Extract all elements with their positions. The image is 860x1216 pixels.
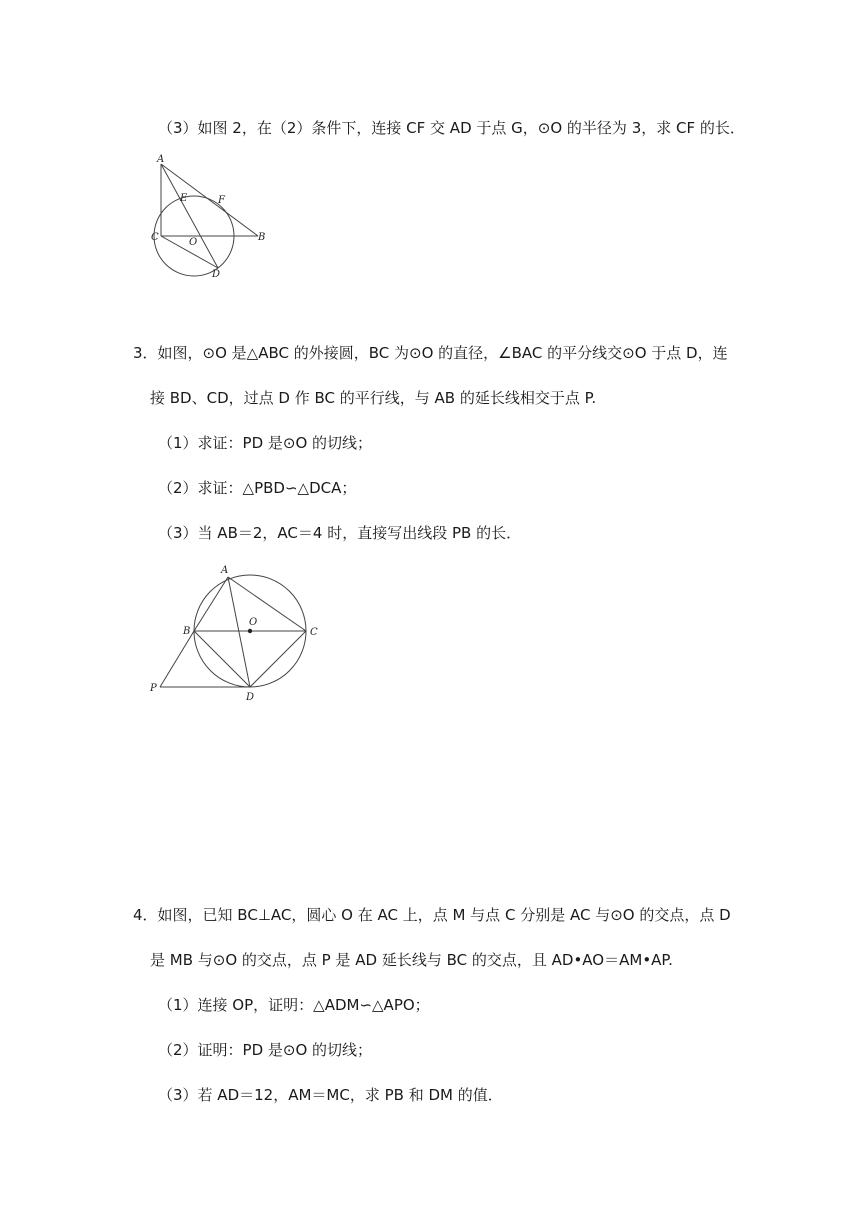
fig3-label-C: C [310,627,318,638]
q2-part3-text: （3）如图 2，在（2）条件下，连接 CF 交 AD 于点 G，⊙O 的半径为 3，求 CF 的长． [158,119,745,137]
fig2-label-D: D [212,269,221,280]
q3-line2: 接 BD、CD，过点 D 作 BC 的平行线，与 AB 的延长线相交于点 P. [150,389,597,407]
fig3-line-PB [160,631,194,687]
fig2-label-O: O [189,237,198,248]
fig3-label-B: B [183,626,191,637]
fig3-label-O: O [249,617,258,628]
q3-part1: （1）求证：PD 是⊙O 的切线； [158,434,373,452]
fig3-label-P: P [150,683,157,694]
q4-line2: 是 MB 与⊙O 的交点，点 P 是 AD 延长线与 BC 的交点，且 AD•AO＝AM•AP. [150,951,673,969]
fig3-center-dot [248,629,252,633]
q4-part2: （2）证明：PD 是⊙O 的切线； [158,1041,373,1059]
q4-line1: 4．如图，已知 BC⊥AC，圆心 O 在 AC 上，点 M 与点 C 分别是 AC 与⊙O 的交点，点 D [133,906,731,924]
fig2-label-A: A [157,154,165,165]
fig3-label-A: A [221,565,229,576]
q3-line1: 3．如图，⊙O 是△ABC 的外接圆，BC 为⊙O 的直径，∠BAC 的平分线交⊙O 于点 D，连 [133,344,728,362]
q3-part2: （2）求证：△PBD∽△DCA； [158,479,357,497]
fig3-line-AB [194,577,228,631]
fig3-label-D: D [246,692,255,703]
fig2-label-F: F [218,195,225,206]
fig3-line-CD [250,631,306,687]
figure-3 [145,560,330,705]
fig3-line-AC [228,577,306,631]
fig2-label-C: C [151,232,159,243]
fig3-line-BD [194,631,250,687]
q4-part1: （1）连接 OP，证明：△ADM∽△APO； [158,996,430,1014]
figure-2 [148,150,273,280]
fig2-label-E: E [180,193,188,204]
fig3-line-AD [228,577,250,687]
q3-part3: （3）当 AB＝2，AC＝4 时，直接写出线段 PB 的长． [158,524,522,542]
q4-part3: （3）若 AD＝12，AM＝MC，求 PB 和 DM 的值． [158,1086,503,1104]
fig2-label-B: B [258,232,266,243]
